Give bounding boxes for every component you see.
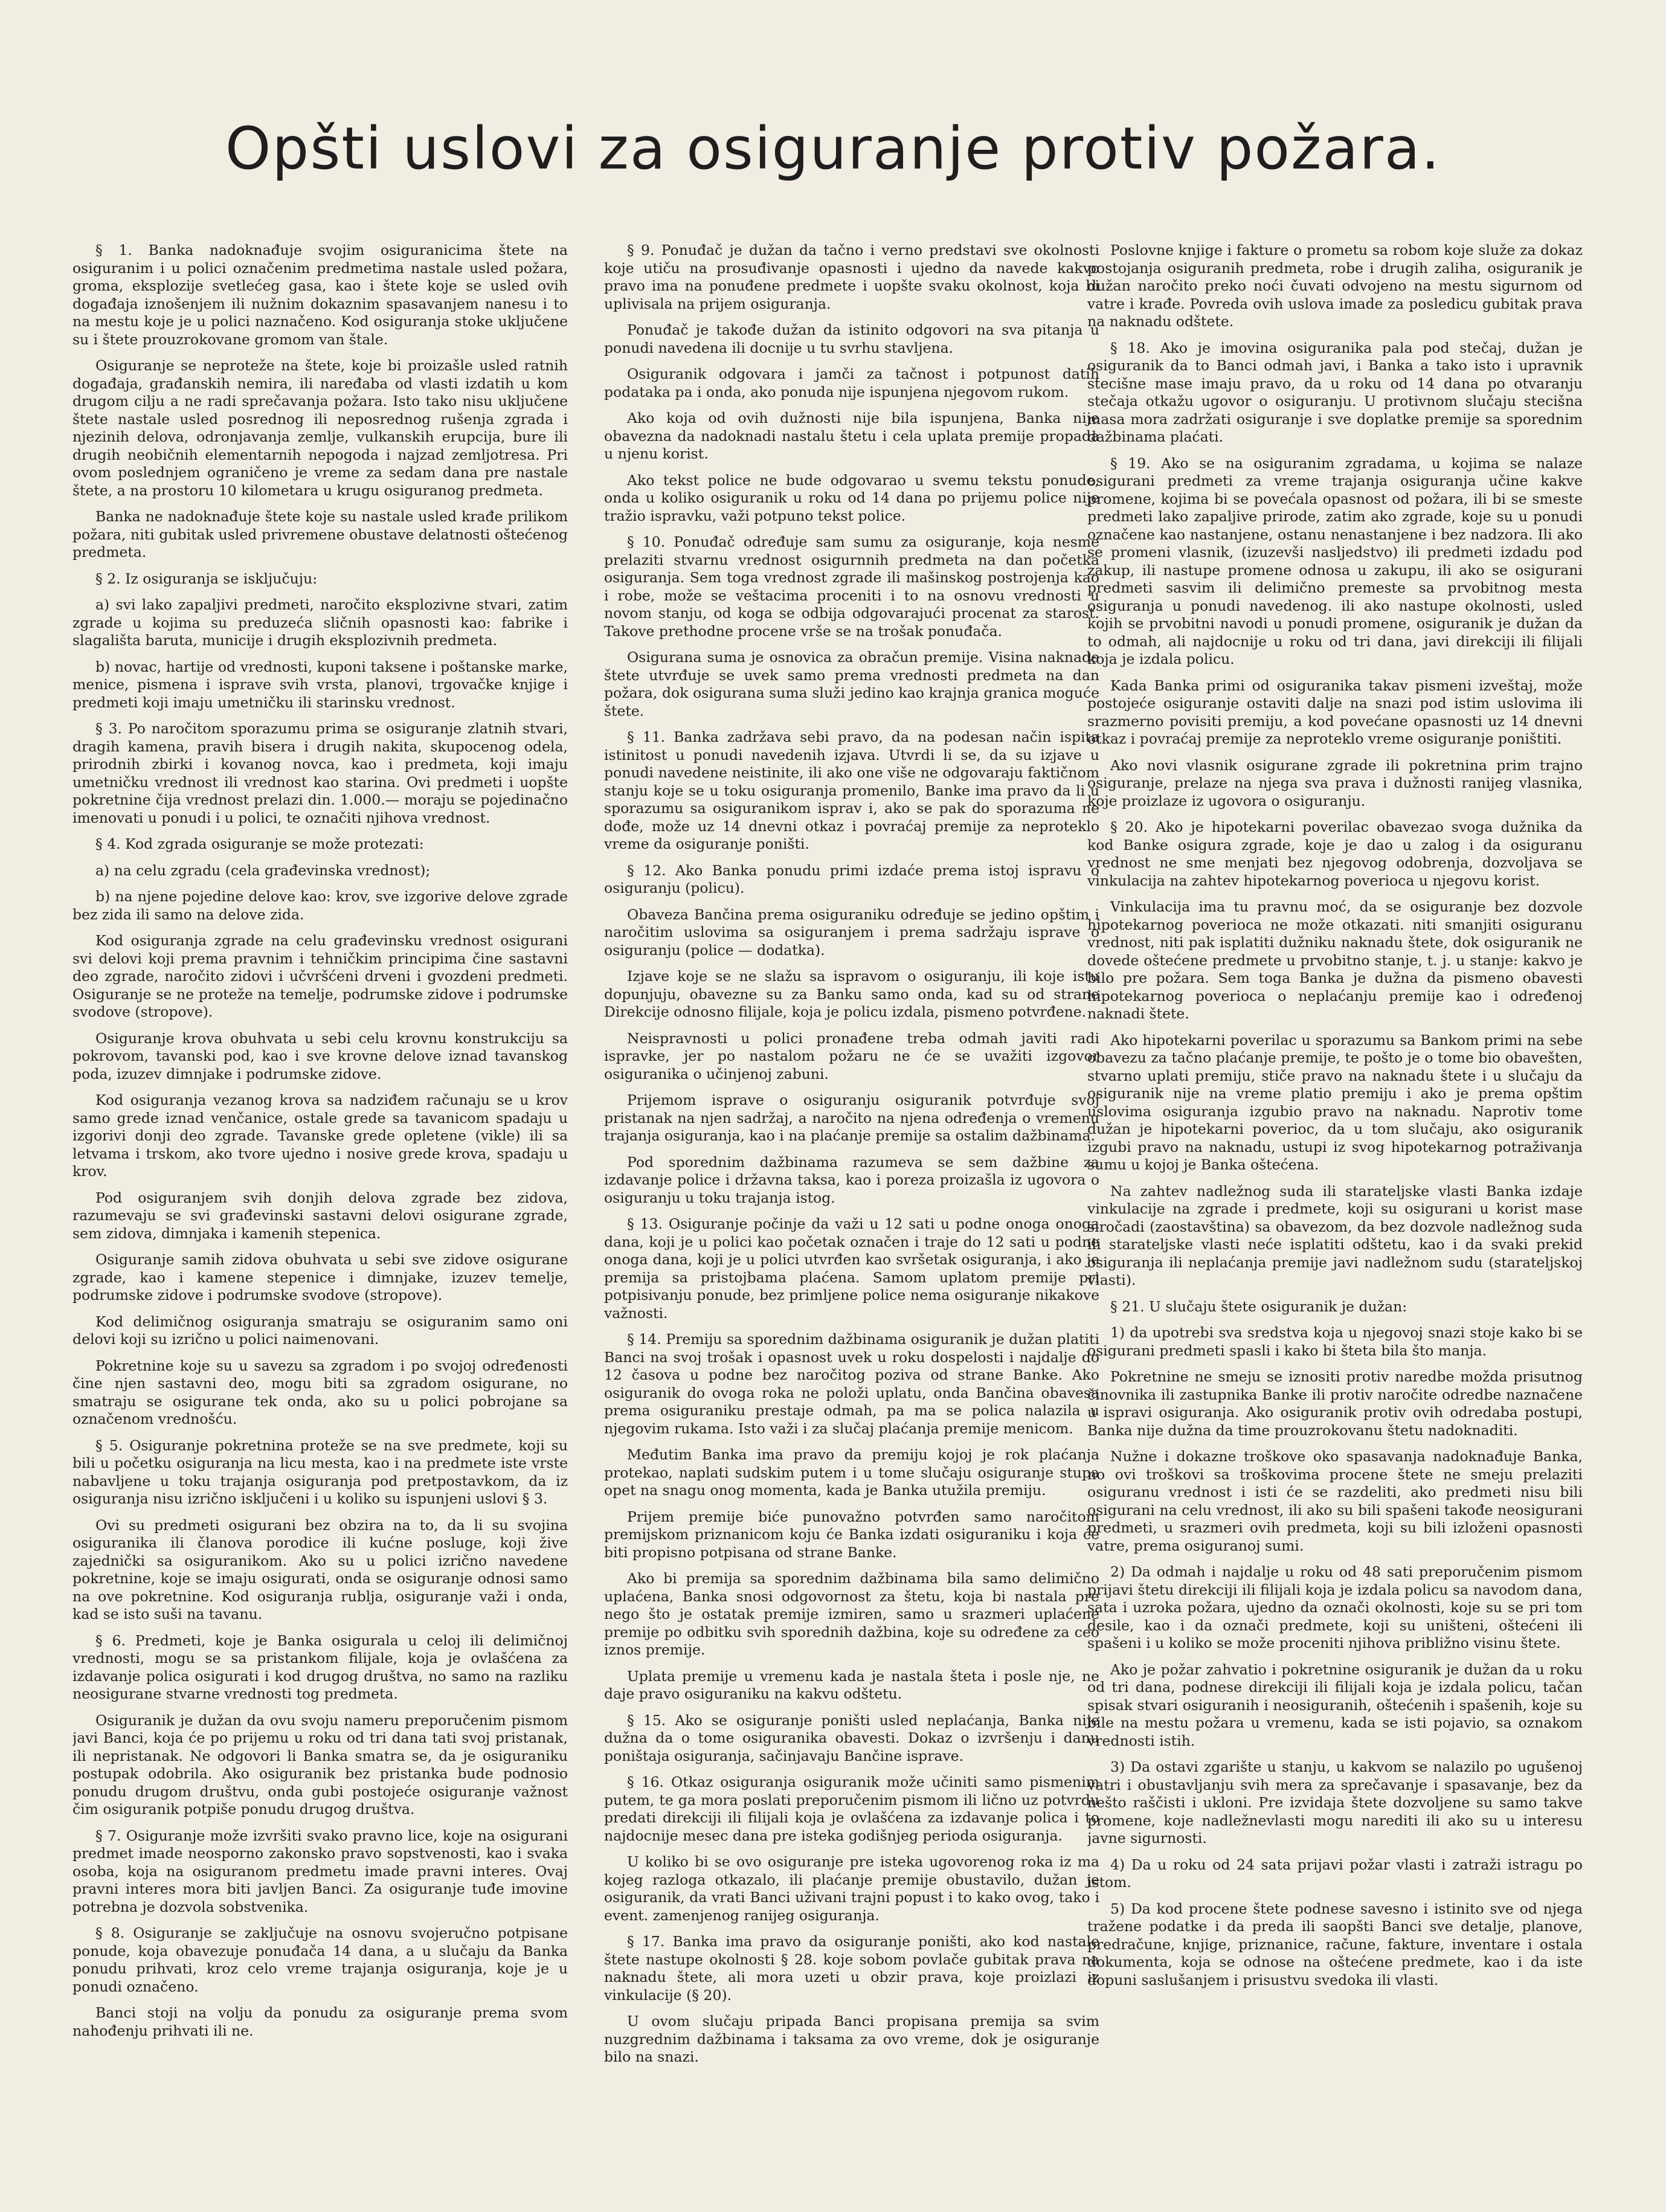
paragraph: Vinkulacija ima tu pravnu moć, da se osiguranje bez dozvole hipotekarnog poverioca ne može otkazati. niti smanjiti osiguranu vrednost, niti pak isplatiti dužniku naknadu štete, dok osiguranik ne dovede oštećene predmete u prvobitno stanje, t. j. u stanje: kakvo je bilo pre požara. Sem toga Banka je dužna da pismeno obavesti hipotekarnog poverioca o neplaćanju premije kao i određenoj naknadi štete. [1087,898,1583,1022]
paragraph: 3) Da ostavi zgarište u stanju, u kakvom se nalazilo po ugušenoj vatri i obustavljanju svih mera za sprečavanje i spasavanje, bez da nešto raščisti i ukloni. Pre izvidaja štete dozvoljene su samo takve promene, koje nadležnevlasti mogu narediti ili ako su u interesu javne sigurnosti. [1087,1758,1583,1847]
paragraph: Osiguranje samih zidova obuhvata u sebi sve zidove osigurane zgrade, kao i kamene stepenice i dimnjake, izuzev temelje, podrumske zidove i podrumske svodove (stropove). [72,1251,568,1304]
paragraph: § 5. Osiguranje pokretnina proteže se na sve predmete, koji su bili u početku osiguranja na licu mesta, kao i na predmete iste vrste nabavljene u toku trajanja osiguranja pod pretpostavkom, da iz osiguranja nisu izrično isključeni i u koliko su ispunjeni uslovi § 3. [72,1436,568,1507]
paragraph: Pokretnine ne smeju se iznositi protiv naredbe možda prisutnog činovnika ili zastupnika Banke ili protiv naročite odredbe naznačene u ispravi osiguranja. Ako osiguranik protiv ovih odredaba postupi, Banka nije dužna da time prouzrokovanu štetu nadoknaditi. [1087,1368,1583,1439]
paragraph: § 1. Banka nadoknađuje svojim osiguranicima štete na osiguranim i u polici označenim predmetima nastale usled požara, groma, eksplozije svetlećeg gasa, kao i štete koje se usled ovih događaja iznošenjem ili nužnim dokaznim spasavanjem nanesu i to na mestu koje je u polici naznačeno. Kod osiguranja stoke uključene su i štete prouzrokovane gromom van štale. [72,242,568,348]
paragraph: Ako tekst police ne bude odgovarao u svemu tekstu ponude, onda u koliko osiguranik u roku od 14 dana po prijemu police nije tražio ispravku, važi potpuno tekst police. [604,471,1099,524]
paragraph: Osiguranik je dužan da ovu svoju nameru preporučenim pismom javi Banci, koja će po prijemu u roku od tri dana tati svoj pristanak, ili nepristanak. Ne odgovori li Banka smatra se, da je osiguraniku postupak odobrila. Ako osiguranik bez pristanka bude podnosio ponudu drugom društvu, onda gubi postojeće osiguranje važnost čim osiguranik potpiše ponudu drugog društva. [72,1711,568,1818]
paragraph: Prijem premije biće punovažno potvrđen samo naročitom premijskom priznanicom koju će Banka izdati osiguraniku i koja će biti propisno potpisana od strane Banke. [604,1508,1099,1561]
paragraph: § 11. Banka zadržava sebi pravo, da na podesan način ispita istinitost u ponudi navedenih izjava. Utvrdi li se, da su izjave u ponudi navedene neistinite, ili ako one više ne odgovaraju faktičnom stanju koje se u toku osiguranja promenilo, Banke ima pravo da li u sporazumu sa osiguranikom isprav i, ako se pak do sporazuma ne dođe, može uz 14 dnevni otkaz i povraćaj premije za neproteklo vreme da osiguranje poništi. [604,728,1099,852]
paragraph: § 18. Ako je imovina osiguranika pala pod stečaj, dužan je osiguranik da to Banci odmah javi, i Banka a tako isto i upravnik stecišne mase imaju pravo, da u roku od 14 dana po otvaranju stečaja otkažu ugovor o osiguranju. U protivnom slučaju stecišna masa mora zadržati osiguranje i sve doplatke premije sa sporednim dažbinama plaćati. [1087,339,1583,445]
paragraph: § 14. Premiju sa sporednim dažbinama osiguranik je dužan platiti Banci na svoj trošak i opasnost uvek u roku dospelosti i najdalje do 12 časova u podne bez naročitog poziva od strane Banke. Ako osiguranik do ovoga roka ne položi uplatu, onda Bančina obavesa prema osiguraniku prestaje odmah, pa ma se polica nalazila u njegovim rukama. Isto važi i za slučaj plaćanja premije menicom. [604,1331,1099,1437]
paragraph: Obaveza Bančina prema osiguraniku određuje se jedino opštim i naročitim uslovima sa osiguranjem i prema sadržaju isprave o osiguranju (police — dodatka). [604,905,1099,959]
paragraph: b) novac, hartije od vrednosti, kuponi taksene i poštanske marke, menice, pismena i isprave svih vrsta, planovi, trgovačke knjige i predmeti koji imaju umetničku ili starinsku vrednost. [72,658,568,711]
paragraph: Ovi su predmeti osigurani bez obzira na to, da li su svojina osiguranika ili članova porodice ili kućne posluge, koji žive zajednički sa osiguranikom. Ako su u polici izrično navedene pokretnine, koje se imaju osigurati, onda se osiguranje odnosi samo na ove pokretnine. Kod osiguranja rublja, osiguranje važi i onda, kad se isto suši na tavanu. [72,1516,568,1622]
paragraph: Poslovne knjige i fakture o prometu sa robom koje služe za dokaz postojanja osiguranih predmeta, robe i drugih zaliha, osiguranik je dužan naročito preko noći čuvati odvojeno na mestu sigurnom od vatre i krađe. Povreda ovih uslova imade za posledicu gubitak prava na naknadu odštete. [1087,242,1583,330]
paragraph: § 6. Predmeti, koje je Banka osigurala u celoj ili delimičnoj vrednosti, mogu se sa pristankom filijale, koja je ovlašćena za izdavanje polica osigurati i kod drugog društva, no samo na razliku neosigurane stvarne vrednosti tog predmeta. [72,1632,568,1702]
paragraph: 5) Da kod procene štete podnese savesno i istinito sve od njega tražene podatke i da preda ili saopšti Banci sve detalje, planove, predračune, knjige, priznanice, račune, fakture, inventare i ostala dokumenta, koja se odnose na oštećene predmete, kao i da iste dopuni saslušanjem i prisustvu svedoka ili vlasti. [1087,1900,1583,1989]
paragraph: Ako koja od ovih dužnosti nije bila ispunjena, Banka nije obavezna da nadoknadi nastalu štetu i cela uplata premije propada u njenu korist. [604,410,1099,462]
paragraph: U ovom slučaju pripada Banci propisana premija sa svim nuzgrednim dažbinama i taksama za ovo vreme, dok je osiguranje bilo na snazi. [604,2013,1099,2065]
paragraph: Osiguranje se neproteže na štete, koje bi proizašle usled ratnih događaja, građanskih nemira, ili naređaba od vlasti izdatih u kom drugom cilju a ne radi sprečavanja požara. Isto tako nisu uključene štete nastale usled posrednog ili neposrednog rušenja zgrada i njezinih delova, odronjavanja zemlje, vulkanskih erupcija, bure ili drugih neobičnih elementarnih nepogoda i najzad zemljotresa. Pri ovom poslednjem ograničeno je vreme za sedam dana pre nastale štete, a na prostoru 10 kilometara u krugu osiguranog predmeta. [72,357,568,499]
paragraph: 4) Da u roku od 24 sata prijavi požar vlasti i zatraži istragu po istom. [1087,1856,1583,1891]
paragraph: § 3. Po naročitom sporazumu prima se osiguranje zlatnih stvari, dragih kamena, pravih bisera i drugih nakita, skupocenog odela, prirodnih zbirki i kovanog novca, kao i predmeta, koji imaju umetničku vrednost ili vrednost kao starina. Ovi predmeti i uopšte pokretnine čija vrednost prelazi din. 1.000.— moraju se pojedinačno imenovati u ponudi i u polici, te označiti njihova vrednost. [72,720,568,826]
paragraph: Izjave koje se ne slažu sa ispravom o osiguranju, ili koje istu dopunjuju, obavezne su za Banku samo onda, kad su od strane Direkcije odnosno filijale, koja je policu izdala, pismeno potvrđene. [604,968,1099,1020]
paragraph: Neispravnosti u polici pronađene treba odmah javiti radi ispravke, jer po nastalom požaru ne će se uvažiti izgovor osiguranika o učinjenoj zabuni. [604,1029,1099,1082]
paragraph: Kod osiguranja zgrade na celu građevinsku vrednost osigurani svi delovi koji prema pravnim i tehničkim principima čine sastavni deo zgrade, naročito zidovi i učvršćeni drveni i gvozdeni predmeti. Osiguranje se ne proteže na temelje, podrumske zidove i podrumske svodove (stropove). [72,932,568,1020]
paragraph: b) na njene pojedine delove kao: krov, sve izgorive delove zgrade bez zida ili samo na delove zida. [72,888,568,923]
paragraph: Na zahtev nadležnog suda ili starateljske vlasti Banka izdaje vinkulacije na zgrade i predmete, koji su osigurani u korist mase siročadi (zaostavština) sa obavezom, da bez dozvole nadležnog suda ili starateljske vlasti neće isplatiti odštetu, kao i da svaki prekid osiguranja ili neplaćanja premije javi nadležnom sudu (starateljskoj vlasti). [1087,1182,1583,1288]
paragraph: Kod delimičnog osiguranja smatraju se osiguranim samo oni delovi koji su izrično u polici naimenovani. [72,1313,568,1348]
paragraph: Ako hipotekarni poverilac u sporazumu sa Bankom primi na sebe obavezu za tačno plaćanje premije, te pošto je o tome bio obavešten, stvarno uplati premiju, stiče pravo na naknadu štete i u slučaju da osiguranik nije na vreme platio premiju i ako je prema opštim uslovima osiguranja izgubio pravo na naknadu. Naprotiv tome dužan je hipotekarni poverioc, da u tom slučaju, ako osiguranik izgubi pravo na naknadu, ustupi iz svog hipotekarnog potraživanja sumu u kojoj je Banka oštećena. [1087,1031,1583,1173]
paragraph: Pod sporednim dažbinama razumeva se sem dažbine za izdavanje police i državna taksa, kao i poreza proizašla iz ugovora o osiguranju u toku trajanja istog. [604,1153,1099,1206]
paragraph: § 12. Ako Banka ponudu primi izdaće prema istoj ispravu o osiguranju (policu). [604,861,1099,896]
paragraph: § 7. Osiguranje može izvršiti svako pravno lice, koje na osigurani predmet imade neosporno zakonsko pravo sopstvenosti, kao i svaka osoba, koja na osiguranom predmetu imade pravni interes. Ovaj pravni interes mora biti javljen Banci. Za osiguranje tuđe imovine potrebna je dozvola sobstvenika. [72,1827,568,1915]
paragraph: Uplata premije u vremenu kada je nastala šteta i posle nje, ne daje pravo osiguraniku na kakvu odštetu. [604,1667,1099,1702]
text-column-1 [72,242,568,2162]
paragraph: Pokretnine koje su u savezu sa zgradom i po svojoj određenosti čine njen sastavni deo, mogu biti sa zgradom osigurane, no smatraju se osigurane tek onda, ako su u polici pobrojane sa označenom vrednošću. [72,1357,568,1427]
paragraph: Osigurana suma je osnovica za obračun premije. Visina naknade štete utvrđuje se uvek samo prema vrednosti predmeta na dan požara, dok osigurana suma služi jedino kao krajnja granica moguće štete. [604,649,1099,719]
paragraph: Međutim Banka ima pravo da premiju kojoj je rok plaćanja protekao, naplati sudskim putem i u tome slučaju osiguranje stupa opet na snagu onog momenta, kada je Banka utužila premiju. [604,1446,1099,1499]
paragraph: U koliko bi se ovo osiguranje pre isteka ugovorenog roka iz ma kojeg razloga otkazalo, ili plaćanje premije obustavilo, dužan je osiguranik, da vrati Banci uživani trajni popust i to kako ovog, tako i event. zamenjenog ranijeg osiguranja. [604,1853,1099,1924]
paragraph: Ako je požar zahvatio i pokretnine osiguranik je dužan da u roku od tri dana, podnese direkciji ili filijali koja je izdala policu, tačan spisak stvari osiguranih i neosiguranih, oštećenih i spašenih, koje su bile na mestu požara u vremenu, kada se isti pojavio, sa oznakom vrednosti istih. [1087,1661,1583,1749]
text-column-2 [604,242,1099,2162]
paragraph: Kada Banka primi od osiguranika takav pismeni izveštaj, može postojeće osiguranje ostaviti dalje na snazi pod istim uslovima ili srazmerno povisiti premiju, a kod povećane opasnosti uz 14 dnevni otkaz i povraćaj premije za neproteklo vreme osiguranje poništiti. [1087,677,1583,747]
paragraph: Banka ne nadoknađuje štete koje su nastale usled krađe prilikom požara, niti gubitak usled privremene obustave delatnosti oštećenog predmeta. [72,508,568,561]
paragraph: Kod osiguranja vezanog krova sa nadziđem računaju se u krov samo grede iznad venčanice, ostale grede sa tavanicom spadaju u izgorivi donji deo zgrade. Tavanske grede opletene (vikle) ili sa letvama i trskom, ako tvore ujedno i nosive grede krova, spadaju u krov. [72,1092,568,1180]
paragraph: Banci stoji na volju da ponudu za osiguranje prema svom nahođenju prihvati ili ne. [72,2004,568,2039]
paragraph: Ako bi premija sa sporednim dažbinama bila samo delimično uplaćena, Banka snosi odgovornost za štetu, koja bi nastala pre nego što je ostatak premije izmiren, samo u srazmeri uplaćene premije po odbitku svih sporednih dažbina, koje su određene za ceo iznos premije. [604,1570,1099,1658]
paragraph: § 9. Ponuđač je dužan da tačno i verno predstavi sve okolnosti koje utiču na prosuđivanje opasnosti i ujedno da navede kakvo pravo ima na ponuđene predmete i uopšte svaku okolnost, koja bi uplivisala na prijem osiguranja. [604,242,1099,312]
page-title: Opšti uslovi za osiguranje protiv požara. [225,115,1441,182]
paragraph: 1) da upotrebi sva sredstva koja u njegovoj snazi stoje kako bi se osigurani predmeti spasli i kako bi šteta bila što manja. [1087,1324,1583,1359]
paragraph: a) na celu zgradu (cela građevinska vrednost); [95,861,431,879]
paragraph: Ako novi vlasnik osigurane zgrade ili pokretnina prim trajno osiguranje, prelaze na njega sva prava i dužnosti ranijeg vlasnika, koje proizlaze iz ugovora o osiguranju. [1087,756,1583,809]
paragraph: Osiguranik odgovara i jamči za tačnost i potpunost datih podataka pa i onda, ako ponuda nije ispunjena njegovom rukom. [604,365,1099,400]
paragraph: § 13. Osiguranje počinje da važi u 12 sati u podne onoga onoga dana, koji je u polici kao početak označen i traje do 12 sati u podne onoga dana, koji je u polici utvrđen kao svršetak osiguranja, i ako je premija sa pristojbama plaćena. Samom uplatom premije pri potpisivanju ponude, bez primljene police nema osiguranje nikakove važnosti. [604,1215,1099,1322]
paragraph: § 19. Ako se na osiguranim zgradama, u kojima se nalaze osigurani predmeti za vreme trajanja osiguranja učine kakve promene, kojima bi se povećala opasnost od požara, ili bi se smeste predmeti lako zapaljive prirode, zatim ako zgrade, koje su u ponudi označene kao nastanjene, ostanu nenastanjene i bez nadzora. Ili ako se promeni vlasnik, (izuzevši nasljedstvo) ili predmeti izdadu pod zakup, ili nastupe promene odnosa u zakupu, ili ako se osigurani predmeti sasvim ili delimično premeste sa prvobitnog mesta osiguranja u ponudi navedenog. ili ako nastupe okolnosti, usled kojih se prvobitni navodi u ponudi promene, osiguranik je dužan da to odmah, ali najdocnije u roku od tri dana, javi direkciji ili filijali koja je izdala policu. [1087,454,1583,667]
paragraph: § 20. Ako je hipotekarni poverilac obavezao svoga dužnika da kod Banke osigura zgrade, koje je dao u zalog i da osiguranu vrednost ne sme menjati bez njegovog odobrenja, dozvoljava se vinkulacija na zahtev hipotekarnog poverioca u njegovu korist. [1087,818,1583,889]
paragraph: § 4. Kod zgrada osiguranje se može protezati: [95,835,424,852]
paragraph: § 16. Otkaz osiguranja osiguranik može učiniti samo pismenim putem, te ga mora poslati preporučenim pismom ili lično uz potvrdu predati direkciji ili filijali koja je ovlašćena za izdavanje polica i to najdocnije mesec dana pre isteka godišnjeg perioda osiguranja. [604,1773,1099,1844]
paragraph: § 21. U slučaju štete osiguranik je dužan: [1110,1297,1407,1315]
paragraph: Nužne i dokazne troškove oko spasavanja nadoknađuje Banka, no ovi troškovi sa troškovima procene štete ne smeju prelaziti osiguranu vrednost i isti će se razdeliti, ako predmeti nisu bili osigurani na celu vrednost, ili ako su bili spašeni takođe neosigurani predmeti, u srazmeri ovih predmeta, koji su bili izloženi opasnosti vatre, prema osiguranoj sumi. [1087,1448,1583,1554]
paragraph: § 8. Osiguranje se zaključuje na osnovu svojeručno potpisane ponude, koja obavezuje ponuđača 14 dana, a u slučaju da Banka ponudu prihvati, kroz celo vreme trajanja osiguranja, koje je u ponudi označeno. [72,1924,568,1995]
paragraph: § 17. Banka ima pravo da osiguranje poništi, ako kod nastale štete nastupe okolnosti § 28. koje sobom povlače gubitak prava na naknadu štete, ali mora uzeti u obzir prava, koje proizlazi iz vinkulacije (§ 20). [604,1933,1099,2004]
paragraph: Ponuđač je takođe dužan da istinito odgovori na sva pitanja u ponudi navedena ili docnije u tu svrhu stavljena. [604,321,1099,356]
paragraph: a) svi lako zapaljivi predmeti, naročito eksplozivne stvari, zatim zgrade u kojima su preduzeća sličnih opasnosti kao: fabrike i slagališta baruta, municije i drugih eksplozivnih predmeta. [72,596,568,649]
paragraph: Prijemom isprave o osiguranju osiguranik potvrđuje svoj pristanak na njen sadržaj, a naročito na njena određenja o vremenu trajanja osiguranja, kao i na plaćanje premije sa ostalim dažbinama. [604,1092,1099,1144]
paragraph: 2) Da odmah i najdalje u roku od 48 sati preporučenim pismom prijavi štetu direkciji ili filijali koja je izdala policu sa navodom dana, sata i uzroka požara, ujedno da označi okolnosti, koje su se pri tom desile, kao i da označi predmete, koji su uništeni, oštećeni ili spašeni i u koliko se može proceniti njihova približno visinu štete. [1087,1563,1583,1651]
paragraph: § 15. Ako se osiguranje poništi usled neplaćanja, Banka nije dužna da o tome osiguranika obavesti. Dokaz o izvršenju i danu poništaja osiguranja, sačinjavaju Bančine isprave. [604,1711,1099,1764]
paragraph: § 10. Ponuđač određuje sam sumu za osiguranje, koja nesme prelaziti stvarnu vrednost osigurnnih predmeta na dan početka osiguranja. Sem toga vrednost zgrade ili mašinskog postrojenja kao i robe, može se veštacima proceniti i to na osnovu vrednosti u novom stanju, od koga se odbija odgovarajući procenat za starost. Takove prethodne procene vrše se na trošak ponuđača. [604,533,1099,640]
paragraph: § 2. Iz osiguranja se isključuju: [95,570,318,587]
paragraph: Pod osiguranjem svih donjih delova zgrade bez zidova, razumevaju se svi građevinski sastavni delovi osigurane zgrade, sem zidova, dimnjaka i kamenih stepenica. [72,1189,568,1242]
text-column-3 [1087,242,1583,2162]
paragraph: Osiguranje krova obuhvata u sebi celu krovnu konstrukciju sa pokrovom, tavanski pod, kao i sve krovne delove iznad tavanskog poda, izuzev dimnjake i podrumske zidove. [72,1029,568,1082]
